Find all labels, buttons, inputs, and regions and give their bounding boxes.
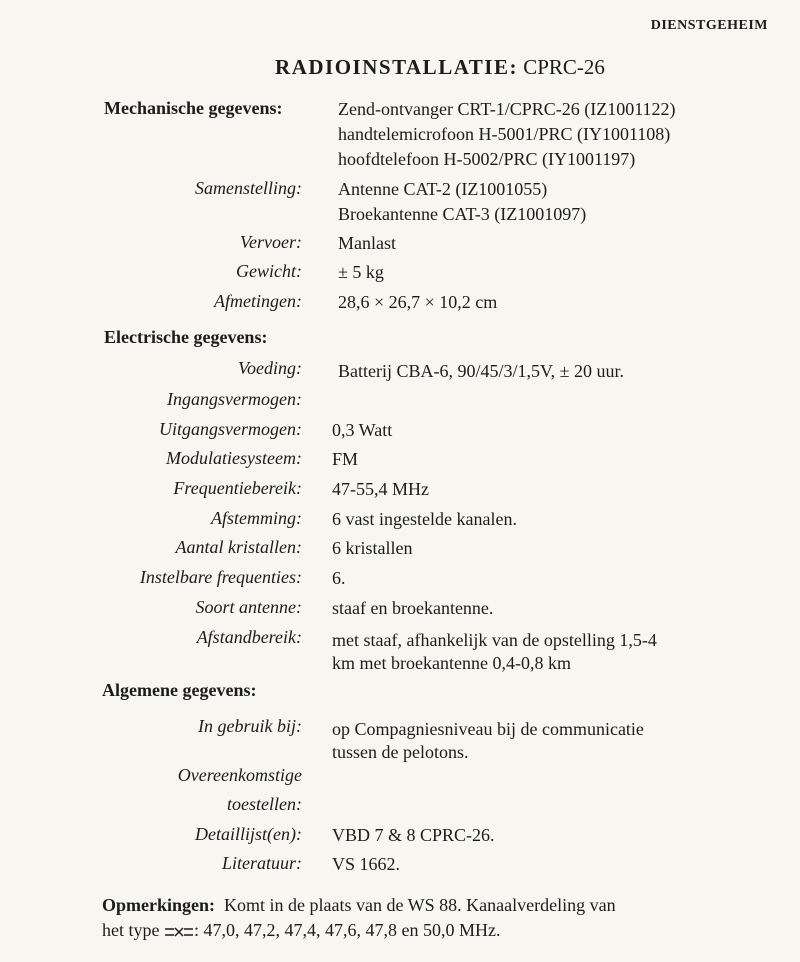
value-soort-antenne: staaf en broekantenne.: [332, 598, 494, 618]
label-modulatiesysteem: Modulatiesysteem:: [166, 448, 302, 468]
value-afstemming: 6 vast ingestelde kanalen.: [332, 509, 517, 529]
value-afstandbereik-1: met staaf, afhankelijk van de opstelling 1,5-4: [332, 630, 657, 650]
classification-stamp: DIENSTGEHEIM: [650, 18, 768, 33]
channel-type-symbol-icon: [164, 925, 194, 939]
value-gewicht: ± 5 kg: [338, 262, 384, 282]
label-detaillijst: Detaillijst(en):: [195, 824, 302, 844]
label-afstemming: Afstemming:: [211, 508, 302, 528]
label-gewicht: Gewicht:: [236, 261, 302, 281]
section-heading-general: Algemene gegevens:: [102, 680, 257, 700]
title-model: CPRC-26: [523, 55, 605, 79]
value-uitgangsvermogen: 0,3 Watt: [332, 420, 393, 440]
mech-value-line-2: handtelemicrofoon H-5001/PRC (IY1001108): [338, 124, 671, 144]
page-title: [0, 55, 800, 80]
value-voeding: Batterij CBA-6, 90/45/3/1,5V, ± 20 uur.: [338, 361, 625, 381]
label-frequentiebereik: Frequentiebereik:: [173, 478, 302, 498]
label-vervoer: Vervoer:: [240, 232, 302, 252]
value-modulatiesysteem: FM: [332, 449, 359, 469]
value-aantal-kristallen: 6 kristallen: [332, 538, 413, 558]
label-afmetingen: Afmetingen:: [214, 291, 302, 311]
section-heading-electrical: Electrische gegevens:: [104, 327, 268, 347]
label-in-gebruik-bij: In gebruik bij:: [198, 716, 302, 736]
value-detaillijst: VBD 7 & 8 CPRC-26.: [332, 825, 495, 845]
label-afstandbereik: Afstandbereik:: [196, 627, 302, 647]
value-instelbare-frequenties: 6.: [332, 568, 346, 588]
label-toestellen: toestellen:: [227, 794, 302, 814]
value-in-gebruik-bij-1: op Compagniesniveau bij de communicatie: [332, 719, 644, 739]
value-afmetingen: 28,6 × 26,7 × 10,2 cm: [338, 292, 498, 312]
label-voeding: Voeding:: [238, 358, 302, 378]
title-main: RADIOINSTALLATIE:: [275, 55, 518, 79]
remarks-paragraph: [102, 893, 772, 943]
remarks-text-2b: : 47,0, 47,2, 47,4, 47,6, 47,8 en 50,0 MHz.: [193, 920, 501, 940]
value-frequentiebereik: 47-55,4 MHz: [332, 479, 429, 499]
label-literatuur: Literatuur:: [221, 853, 302, 873]
label-aantal-kristallen: Aantal kristallen:: [175, 537, 302, 557]
label-instelbare-frequenties: Instelbare frequenties:: [139, 567, 302, 587]
value-literatuur: VS 1662.: [332, 854, 401, 874]
value-samenstelling-1: Antenne CAT-2 (IZ1001055): [338, 179, 548, 199]
section-heading-mechanical: Mechanische gegevens:: [104, 98, 283, 118]
value-vervoer: Manlast: [338, 233, 396, 253]
mech-value-line-1: Zend-ontvanger CRT-1/CPRC-26 (IZ1001122): [338, 99, 676, 119]
mech-value-line-3: hoofdtelefoon H-5002/PRC (IY1001197): [338, 149, 636, 169]
remarks-text-1: Komt in de plaats van de WS 88. Kanaalverdeling van: [224, 895, 616, 915]
remarks-label: Opmerkingen:: [102, 895, 216, 915]
remarks-text-2a: het type: [102, 920, 160, 940]
label-samenstelling: Samenstelling:: [195, 178, 302, 198]
value-in-gebruik-bij-2: tussen de pelotons.: [332, 742, 469, 762]
label-soort-antenne: Soort antenne:: [195, 597, 302, 617]
label-ingangsvermogen: Ingangsvermogen:: [167, 389, 302, 409]
value-afstandbereik-2: km met broekantenne 0,4-0,8 km: [332, 653, 571, 673]
label-uitgangsvermogen: Uitgangsvermogen:: [159, 419, 302, 439]
value-samenstelling-2: Broekantenne CAT-3 (IZ1001097): [338, 204, 587, 224]
label-overeenkomstige: Overeenkomstige: [177, 765, 302, 785]
